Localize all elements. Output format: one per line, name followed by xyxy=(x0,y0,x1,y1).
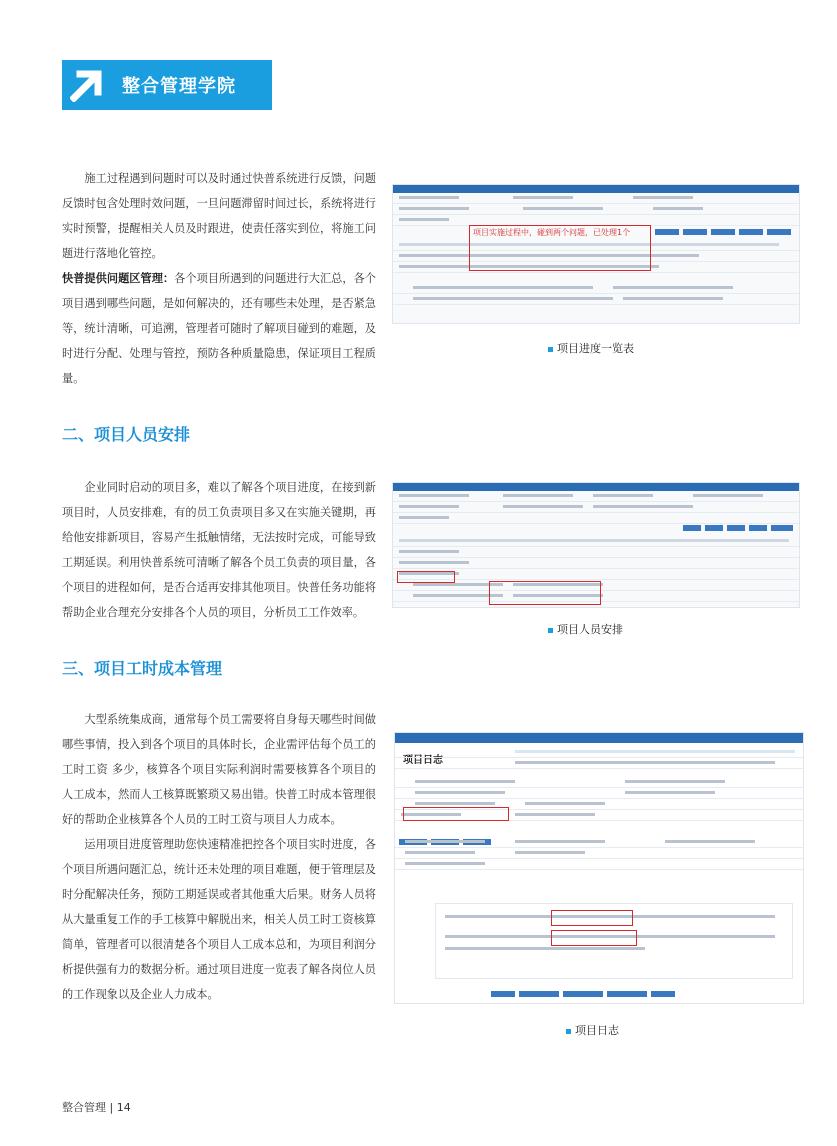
caption-progress-overview-text: 项目进度一览表 xyxy=(557,342,634,355)
log-highlight-box-3 xyxy=(551,930,637,946)
caption-staff-assignment xyxy=(548,621,623,637)
brand-banner xyxy=(62,60,272,110)
section-heading-staffing: 二、项目人员安排 xyxy=(62,425,191,444)
screenshot-project-log xyxy=(394,732,804,1004)
staffing-paragraph: 企业同时启动的项目多，难以了解各个项目进度，在接到新项目时，人员安排难，有的员工负责项目多又在实施关键期，再给他安排新项目，容易产生抵触情绪，无法按时完成，可能导致工期延误。利用快普系统可清晰了解各个员工负责的项目量，各个项目的进程如何，是否合适再安排其他项目。快普任务功能将帮助企业合理充分安排各个人员的项目，分析员工工作效率。 xyxy=(62,481,376,619)
intro-paragraph: 施工过程遇到问题时可以及时通过快普系统进行反馈，问题反馈时包含处理时效问题，一旦问题滞留时间过长，系统将进行实时预警，提醒相关人员及时跟进，使责任落实到位，将施工问题进行落地化管控。 xyxy=(62,172,376,260)
staffing-text xyxy=(62,475,376,625)
log-highlight-box-2 xyxy=(551,910,633,926)
screenshot-progress-overview xyxy=(392,184,800,324)
labor-cost-paragraph: 大型系统集成商，通常每个员工需要将自身每天哪些时间做哪些事情，投入到各个项目的具体时长，企业需评估每个员工的工时工资 多少，核算各个项目实际利润时需要核算各个项目的人工成本，然而人工核算既繁琐又易出错。快普工时成本管理很好的帮助企业核算各个人员的工时工资与项目人力成本。 xyxy=(62,713,376,826)
annotation-text: 项目实施过程中，碰到两个问题，已处理1个 xyxy=(473,228,631,237)
caption-staff-assignment-text: 项目人员安排 xyxy=(557,623,623,636)
caption-progress-overview xyxy=(548,340,634,356)
intro-rest: 各个项目所遇到的问题进行大汇总，各个项目遇到哪些问题，是如何解决的，还有哪些未处理，是否紧急等，统计清晰，可追溯，管理者可随时了解项目碰到的难题，及时进行分配、处理与管控，预防各种质量隐患，保证项目工程质量。 xyxy=(62,272,376,385)
caption-project-log-text: 项目日志 xyxy=(575,1024,619,1037)
intro-text xyxy=(62,166,376,391)
log-highlight-box-1 xyxy=(403,807,509,821)
highlight-box-2 xyxy=(489,581,601,605)
highlight-box-1 xyxy=(397,571,455,583)
project-log-title: 项目日志 xyxy=(403,755,443,766)
labor-cost-paragraph-2: 运用项目进度管理助您快速精准把控各个项目实时进度，各个项目所遇问题汇总，统计还未处理的项目难题，便于管理层及时分配解决任务，预防工期延误或者其他重大后果。财务人员将从大量重复工作的手工核算中解脱出来，相关人员工时工资核算简单，管理者可以很清楚各个项目人工成本总和，为项目利润分析提供强有力的数据分析。通过项目进度一览表了解各岗位人员的工作现象以及企业人力成本。 xyxy=(62,838,376,1001)
page-footer: 整合管理 | 14 xyxy=(62,1101,131,1114)
caption-project-log xyxy=(566,1022,619,1038)
intro-paragraph-2 xyxy=(62,266,376,391)
section-heading-labor-cost: 三、项目工时成本管理 xyxy=(62,659,223,678)
screenshot-staff-assignment xyxy=(392,482,800,608)
labor-cost-text xyxy=(62,707,376,1007)
arrow-logo-icon xyxy=(62,60,112,110)
brand-title: 整合管理学院 xyxy=(122,76,236,97)
intro-bold-lead: 快普提供问题区管理： xyxy=(62,272,175,285)
